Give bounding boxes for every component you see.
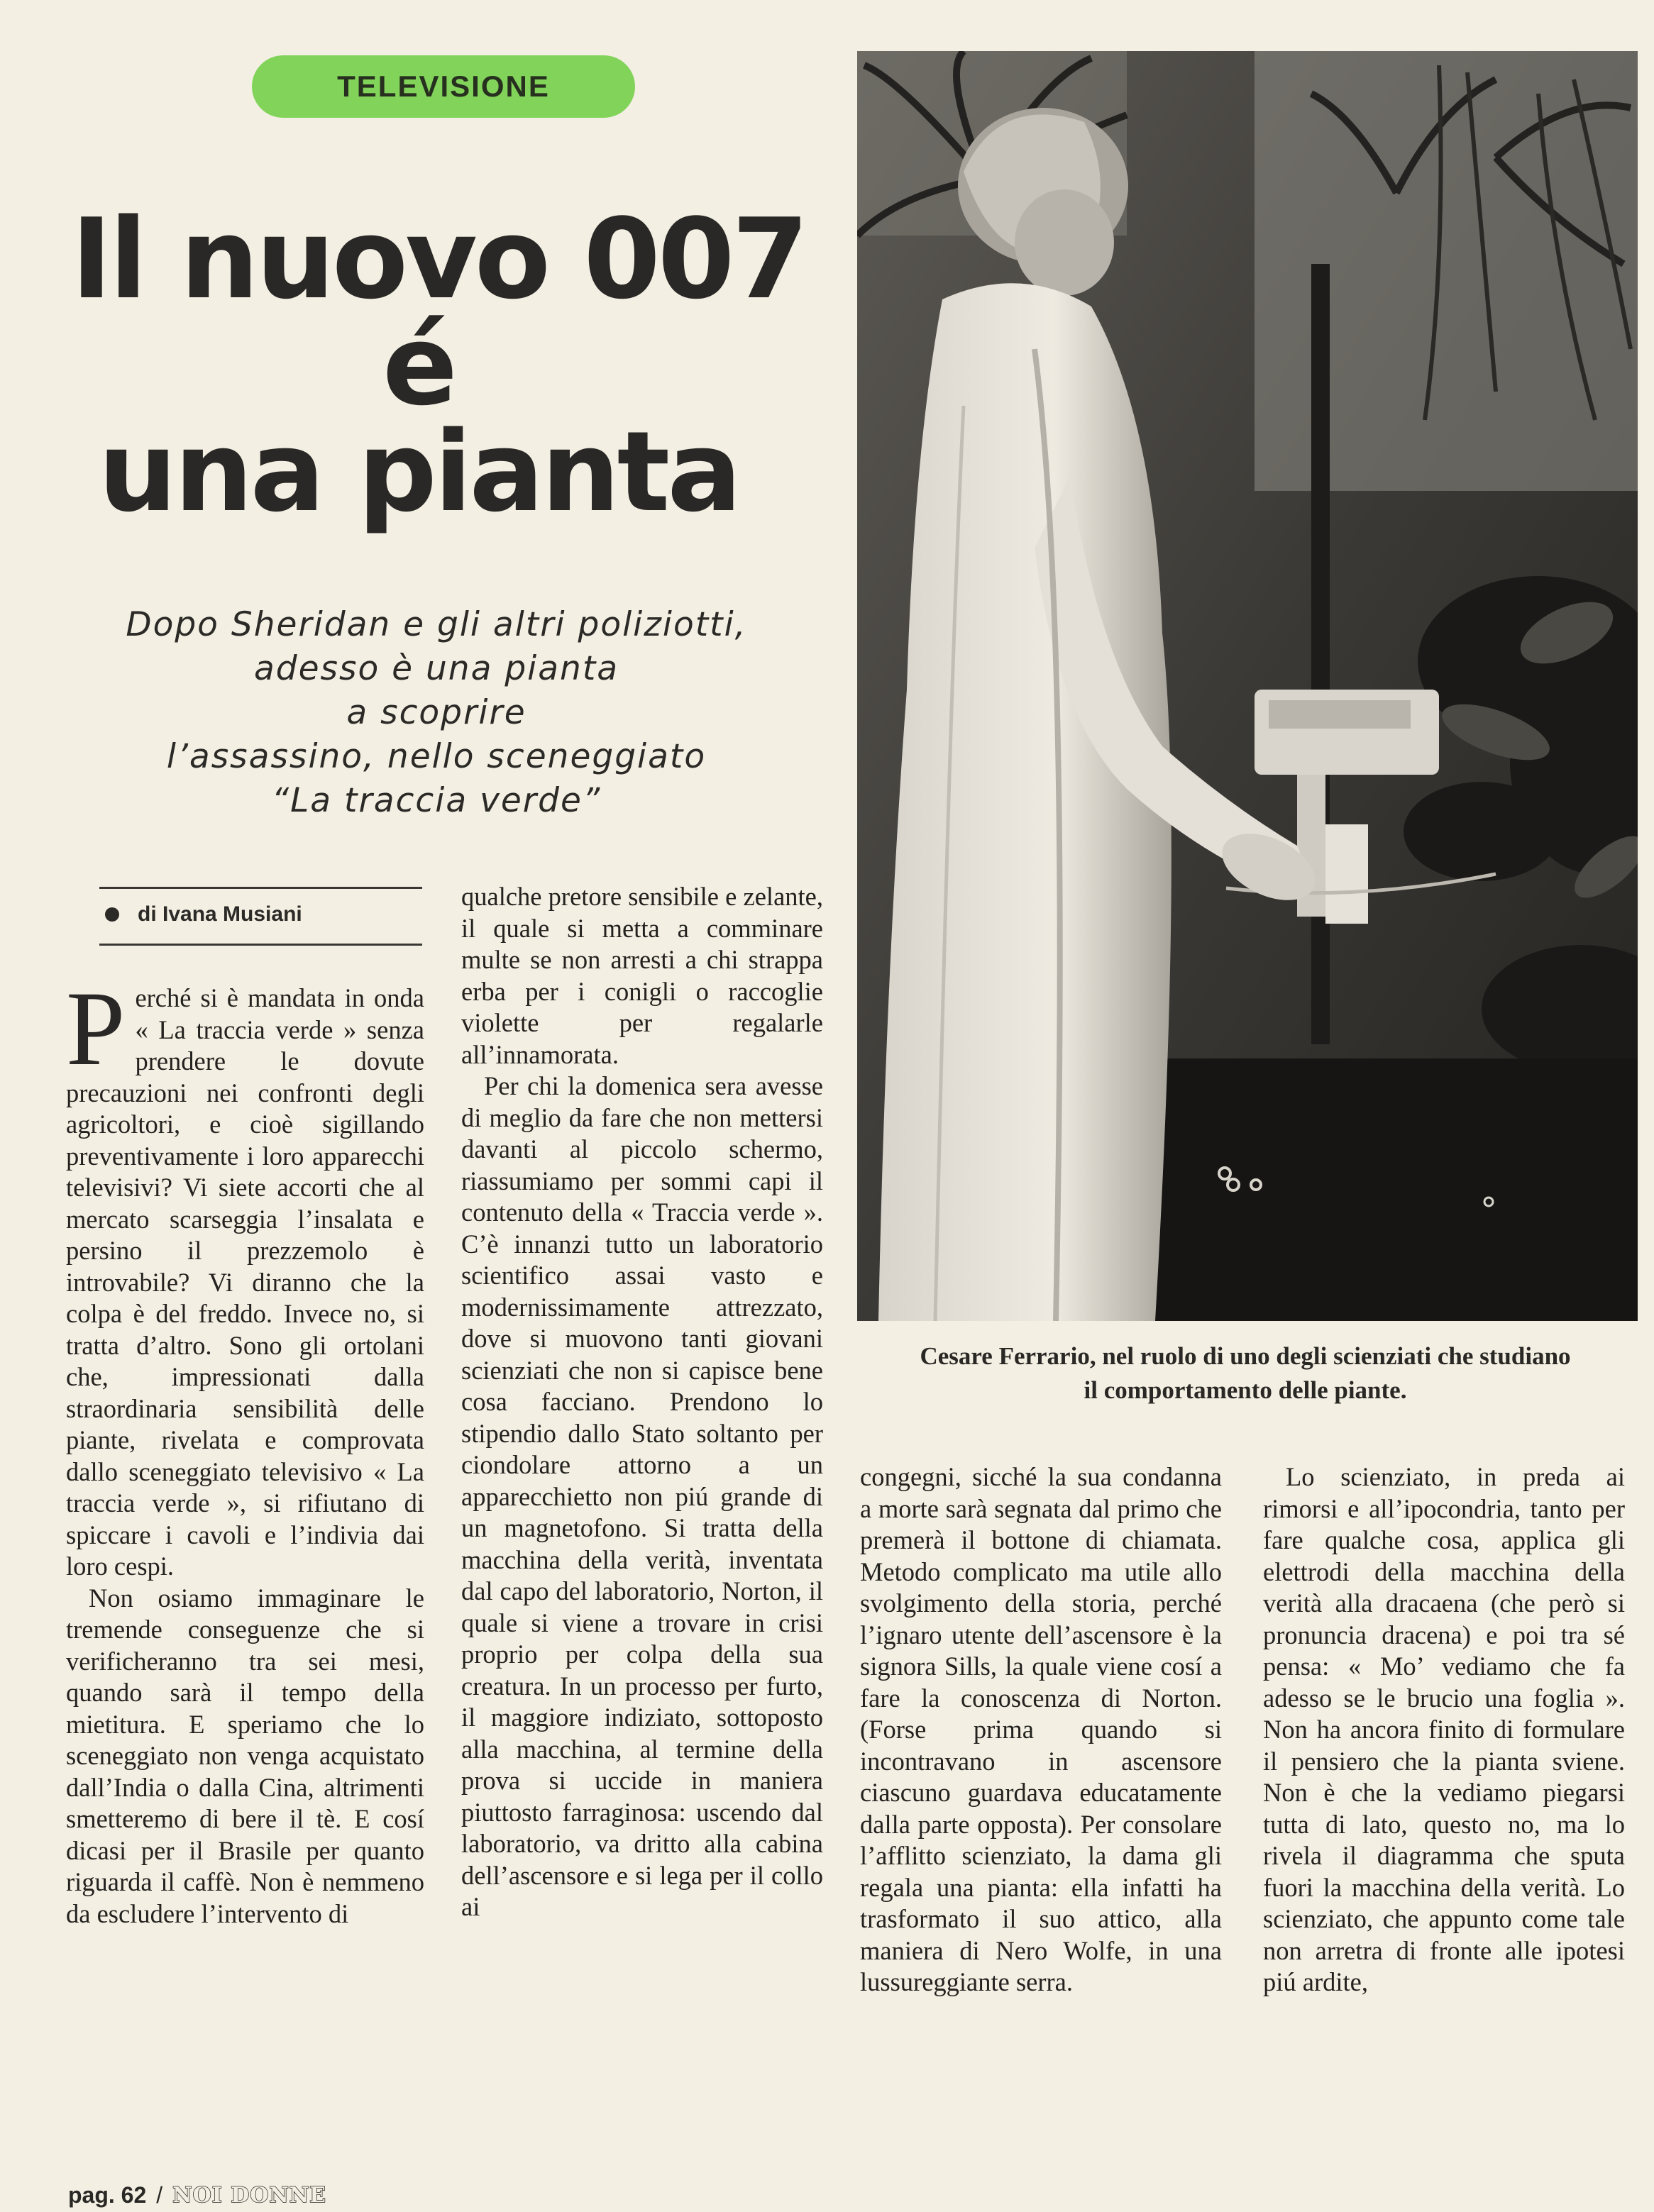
paragraph: Lo scienziato, in preda ai rimorsi e all’ipocondria, tanto per fare qualche cosa, applica gli elettrodi della macchina della verità alla dracaena (che però si pronuncia dracena) e poi tra sé pensa: « Mo’ vediamo che fa adesso se le brucio una foglia ». Non ha ancora finito di formulare il pensiero che la pianta sviene. Non è che la vediamo piegarsi tutta di lato, questo no, ma lo rivela il diagramma che sputa fuori la macchina della verità. Lo scienziato, che appunto come tale non arretra di fronte alle ipotesi piú ardite, bbox=[1263, 1462, 1625, 1996]
magazine-name: NOI DONNE bbox=[172, 2183, 327, 2208]
paragraph-text: erché si è mandata in onda « La traccia verde » senza prendere le dovute precauzioni nei confronti degli agricoltori, e cioè sigillando preventivamente i loro apparecchi televisivi? Vi siete accorti che al mercato scarseggia l’insalata e persino il prezzemolo è introvabile? Vi diranno che la colpa è del freddo. Invece no, si tratta d’altro. Sono gli ortolani che, impressionati dalla straordinaria sensibilità delle piante, rivelata e comprovata dallo sceneggiato televisivo « La traccia verde », si rifiutano di spiccare i cavoli e l’indivia dai loro cespi. bbox=[66, 983, 424, 1581]
caption-line-2: il comportamento delle piante. bbox=[1084, 1376, 1407, 1404]
byline-rule-bottom bbox=[99, 944, 422, 946]
caption-line-1: Cesare Ferrario, nel ruolo di uno degli scienziati che studiano bbox=[920, 1342, 1571, 1370]
subtitle-line-4: l’assassino, nello sceneggiato bbox=[166, 737, 707, 776]
byline bbox=[105, 902, 424, 927]
article-column-3 bbox=[860, 1461, 1222, 1998]
paragraph: Per chi la domenica sera avesse di meglio da fare che non mettersi davanti al piccolo schermo, riassumiamo per sommi capi il contenuto della « Traccia verde ». C’è innanzi tutto un laboratorio scientifico assai vasto e modernissimamente attrezzato, dove si muovono tanti giovani scienziati che non si capisce bene cosa facciano. Prendono lo stipendio dallo Stato soltanto per ciondolare attorno a un apparecchietto non piú grande di un magnetofono. Si tratta della macchina della verità, inventata dal capo del laboratorio, Norton, il quale si viene a trovare in crisi proprio per colpa della sua creatura. In un processo per furto, il maggiore indiziato, sottoposto alla macchina, al termine della prova si uccide in maniera piuttosto farraginosa: uscendo dal laboratorio, va dritto alla cabina dell’ascensore e si lega per il collo ai bbox=[461, 1071, 823, 1921]
section-label: TELEVISIONE bbox=[337, 70, 550, 103]
page-footer bbox=[68, 2182, 326, 2208]
subtitle-line-2: adesso è una pianta bbox=[253, 649, 619, 688]
headline-line-2: é bbox=[382, 301, 455, 430]
drop-cap: P bbox=[66, 970, 126, 1088]
bullet-icon bbox=[105, 907, 119, 922]
subtitle-line-1: Dopo Sheridan e gli altri poliziotti, bbox=[126, 605, 747, 644]
headline-line-1: Il nuovo 007 bbox=[71, 194, 806, 323]
article-column-2 bbox=[461, 881, 823, 1923]
paragraph: congegni, sicché la sua condanna a morte sarà segnata dal primo che premerà il bottone di chiamata. Metodo complicato ma utile allo svolgimento della storia, perché l’ignaro utente dell’ascensore è la signora Sills, la quale viene cosí a fare la conoscenza di Norton. (Forse prima quando si incontravano in ascensore ciascuno guardava educatamente dalla parte opposta). Per consolare l’afflitto scienziato, la dama gli regala una pianta: ella infatti ha trasformato il suo attico, alla maniera di Nero Wolfe, in una lussureggiante serra. bbox=[860, 1462, 1222, 1996]
subtitle-line-3: a scoprire bbox=[346, 693, 526, 732]
paragraph: qualche pretore sensibile e zelante, il quale si metta a comminare multe se non arresti a chi strappa erba per i conigli o raccoglie violette per regalarle all’innamorata. bbox=[461, 882, 823, 1069]
subtitle-line-5: “La traccia verde” bbox=[271, 781, 602, 820]
scientist-in-greenhouse-photo bbox=[857, 51, 1638, 1321]
paragraph: Non osiamo immaginare le tremende conseguenze che si verificheranno tra sei mesi, quando sarà il tempo della mietitura. E speriamo che lo sceneggiato non venga acquistato dall’India o dalla Cina, altrimenti smetteremo di bere il tè. E cosí dicasi per il Brasile per quanto riguarda il caffè. Non è nemmeno da escludere l’intervento di bbox=[66, 1583, 424, 1928]
footer-separator: / bbox=[156, 2182, 163, 2208]
article-column-1 bbox=[66, 970, 424, 1930]
article-subtitle bbox=[64, 603, 809, 823]
section-tag bbox=[252, 55, 635, 118]
article-headline bbox=[71, 194, 806, 536]
headline-line-3: una pianta bbox=[98, 407, 739, 536]
photo-illustration bbox=[857, 51, 1638, 1321]
paragraph bbox=[66, 970, 424, 1583]
page-number: pag. 62 bbox=[68, 2182, 147, 2208]
photo-caption bbox=[844, 1339, 1646, 1408]
byline-author: di Ivana Musiani bbox=[138, 902, 302, 926]
article-column-4 bbox=[1263, 1461, 1625, 1998]
byline-rule-top bbox=[99, 887, 422, 889]
